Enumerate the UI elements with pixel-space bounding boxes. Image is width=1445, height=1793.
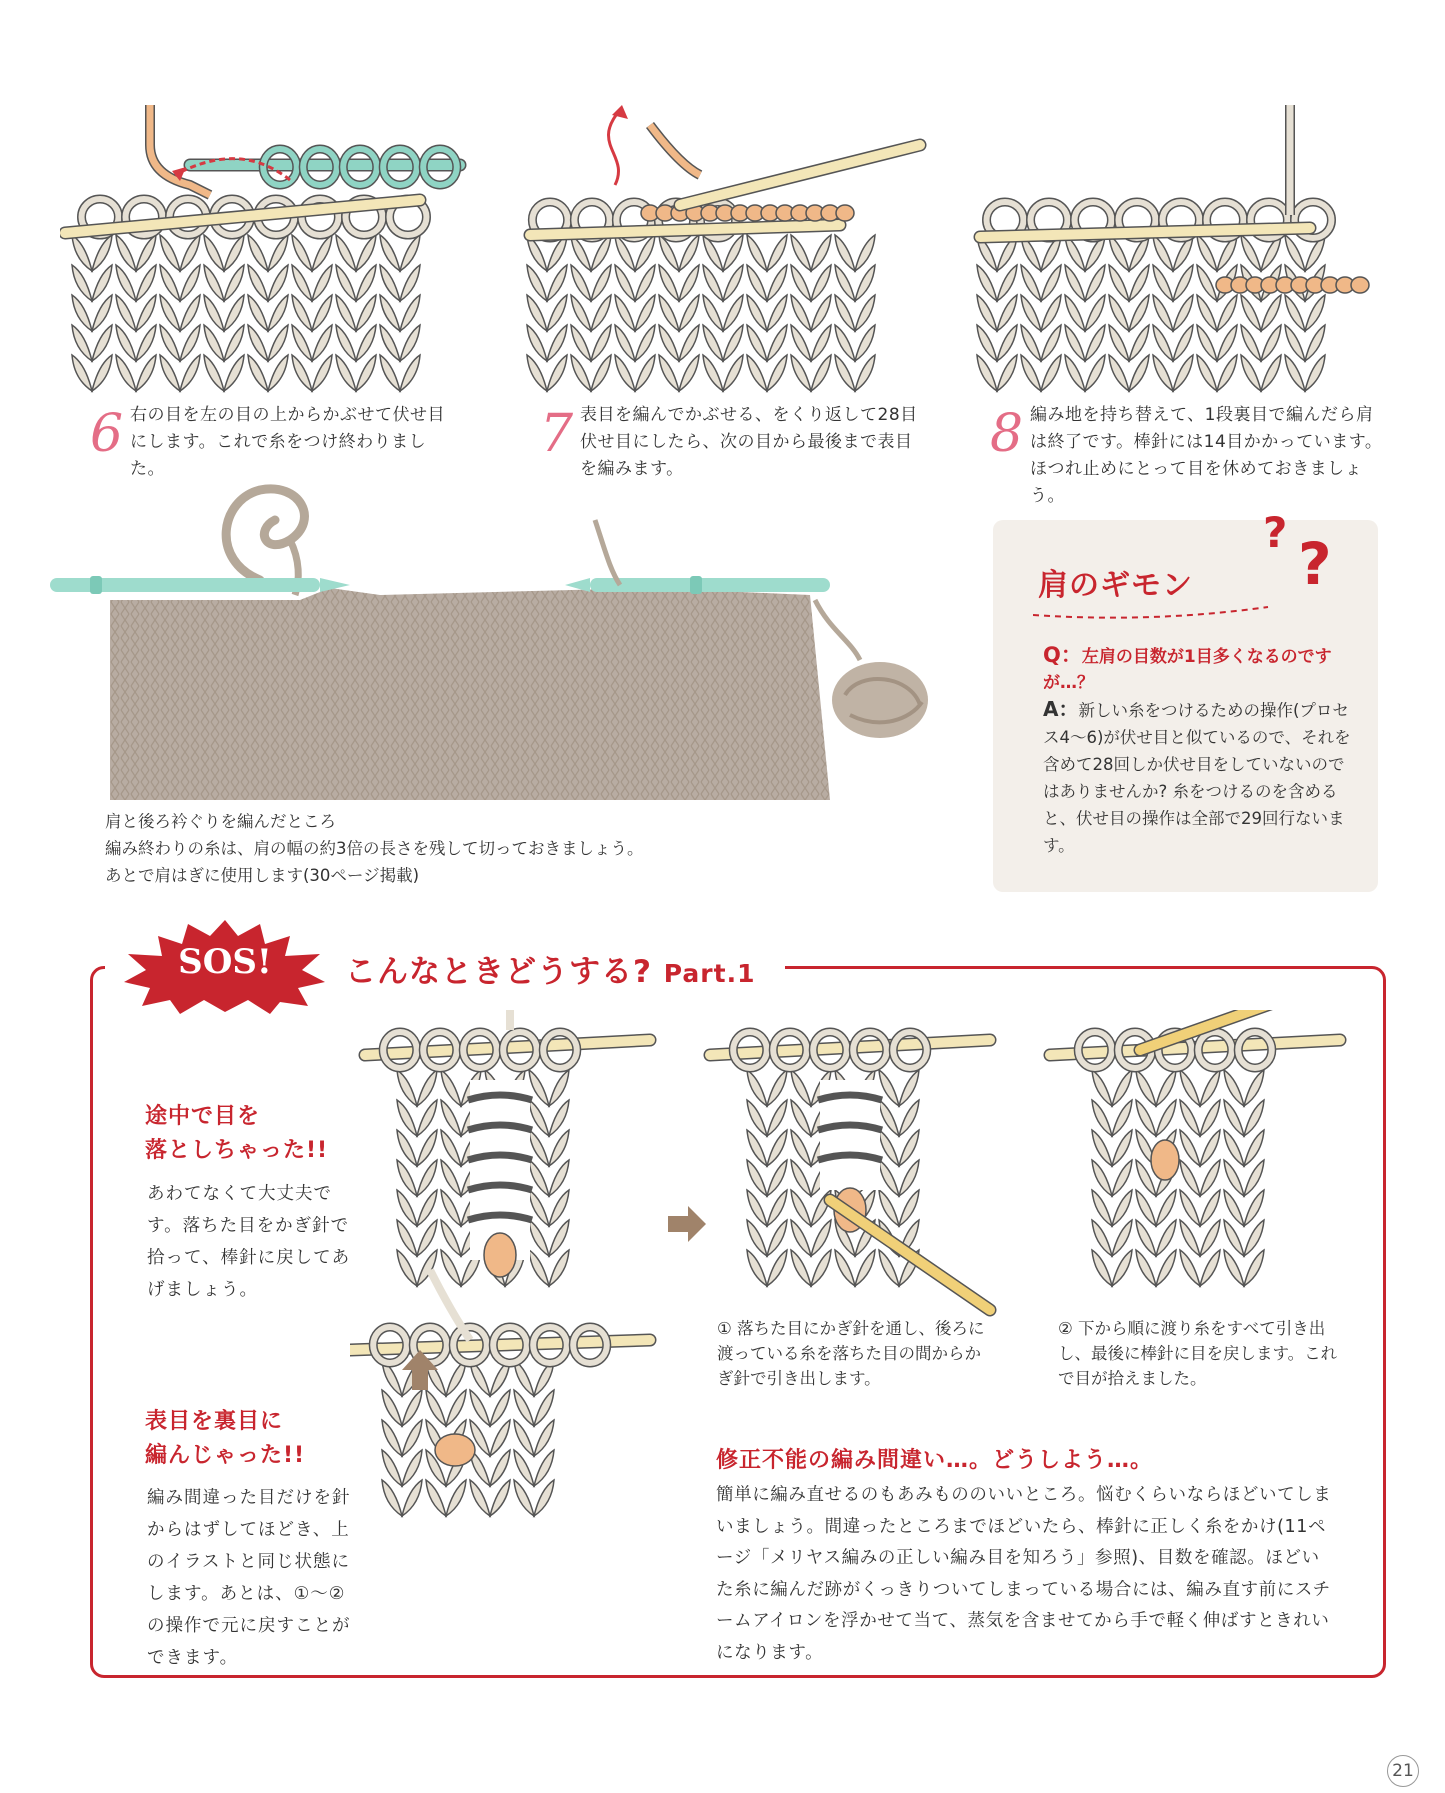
fix-heading: 修正不能の編み間違い…。どうしよう…。: [716, 1448, 1154, 1473]
step-number: 8: [990, 404, 1024, 464]
arrow-up-icon: [402, 1350, 438, 1390]
step-number: 7: [540, 404, 574, 464]
sos-part: Part.1: [663, 959, 756, 988]
needle-right-fill: [680, 145, 920, 205]
caption-line: 肩と後ろ衿ぐりを編んだところ: [105, 812, 336, 831]
purl-stitch: [435, 1434, 475, 1466]
q-text: 左肩の目数が1目多くなるのですが…？: [1043, 647, 1332, 693]
bind-off-chain: [1216, 277, 1369, 293]
knitted-fabric-photo: [50, 470, 950, 815]
heading-line: 落としちゃった!!: [145, 1138, 329, 1163]
fabric-step-7: [527, 235, 875, 391]
fabric-hook-2: [1092, 1070, 1264, 1286]
sos-badge-text: SOS!: [178, 942, 272, 982]
purl-heading: [145, 1405, 305, 1473]
dropped-heading: [145, 1100, 328, 1168]
a-label: A：: [1043, 697, 1079, 721]
qa-title: 肩のギモン: [1038, 568, 1193, 603]
qa-box: [993, 508, 1378, 892]
sos-title: [345, 946, 755, 991]
fabric-step-8: [977, 235, 1325, 391]
step-illustrations: [60, 105, 1390, 405]
sos-title-text: こんなときどうする?: [345, 954, 652, 990]
dropped-stitch: [484, 1233, 516, 1277]
step-number: 6: [90, 404, 124, 464]
qa-question: [1043, 642, 1348, 696]
working-yarn: [150, 105, 210, 195]
heading-line: 途中で目を: [145, 1104, 261, 1129]
picked-stitch: [1151, 1140, 1179, 1180]
question-mark-icon: ?: [1263, 508, 1288, 557]
qa-answer: [1043, 696, 1353, 859]
step-text: 表目を編んでかぶせる、をくり返して28目伏せ目にしたら、次の目から最後まで表目を編みます。: [580, 405, 918, 479]
question-mark-icon: ?: [1298, 530, 1332, 598]
yarn-ball-icon: [832, 662, 928, 738]
fix-step-1: ① 落ちた目にかぎ針を通し、後ろに渡っている糸を落ちた目の間からかぎ針で引き出します。: [717, 1319, 985, 1388]
fix-step-2: ② 下から順に渡り糸をすべて引き出し、最後に棒針に目を戻します。これで目が拾えました。: [1058, 1319, 1338, 1388]
page-number: 21: [1387, 1755, 1419, 1787]
heading-line: 表目を裏目に: [145, 1409, 284, 1434]
purl-text: 編み間違った目だけを針からはずしてほどき、上のイラストと同じ状態にします。あとは、①〜②の操作で元に戻すことができます。: [147, 1488, 351, 1668]
photo-caption: [105, 808, 865, 889]
working-yarn: [650, 125, 700, 175]
caption-line: あとで肩はぎに使用します(30ページ掲載): [105, 866, 420, 885]
qa-dashed-underline: [1033, 605, 1273, 635]
wrap-arrow: [609, 110, 620, 185]
q-label: Q：: [1043, 643, 1082, 667]
dropped-text: あわてなくて大丈夫です。落ちた目をかぎ針で拾って、棒針に戻してあげましょう。: [147, 1184, 351, 1300]
step-text: 編み地を持ち替えて、1段裏目で編んだら肩は終了です。棒針には14目かかっています。ほつれ止めにとって目を休めておきましょう。: [1030, 405, 1383, 506]
heading-line: 編んじゃった!!: [145, 1443, 306, 1468]
bind-off-chain: [641, 205, 854, 221]
a-text: 新しい糸をつけるための操作(プロセス4〜6)が伏せ目と似ているので、それを含めて28回しか伏せ目をしていないのではありませんか? 糸をつけるのを含めると、伏せ目の操作は全部で29回行ないます。: [1043, 701, 1351, 855]
arrow-right-icon: [668, 1206, 708, 1242]
step-text: 右の目を左の目の上からかぶせて伏せ目にします。これで糸をつけ終わりました。: [130, 405, 445, 479]
fix-text: 簡単に編み直せるのもあみもののいいところ。悩むくらいならほどいてしまいましょう。間違ったところまでほどいたら、棒針に正しく糸をかけ(11ページ「メリヤス編みの正しい編み目を知ろう」参照)、目数を確認。ほどいた糸に編んだ跡がくっきりついてしまっている場合には、編み直す前にスチームアイロンを浮かせて当て、蒸気を含ませてから手で軽く伸ばすときれいになります。: [716, 1485, 1332, 1663]
caption-line: 編み終わりの糸は、肩の幅の約3倍の長さを残して切っておきましょう。: [105, 839, 644, 858]
fabric-step-6: [72, 235, 420, 391]
